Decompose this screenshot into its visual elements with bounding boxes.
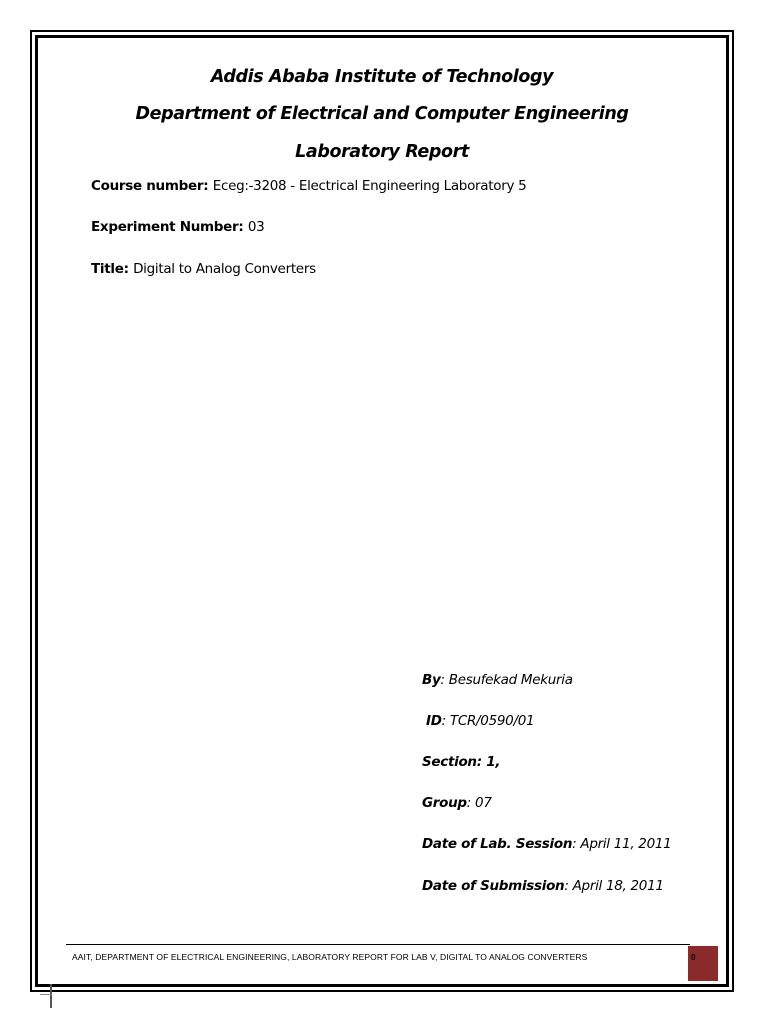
submission-sep: : [564,878,573,894]
session-value: April 11, 2011 [580,836,672,852]
title-label: Title [91,261,124,277]
experiment-number-sep: : [238,219,248,235]
footer-divider [66,944,690,945]
course-number-line [91,178,526,194]
title-value: Digital to Analog Converters [133,261,316,277]
session-sep: : [572,836,581,852]
title-sep: : [123,261,134,277]
by-value: Besufekad Mekuria [448,672,573,688]
by-sep: : [440,672,449,688]
author-group-line [422,795,492,811]
title-line [91,261,316,277]
author-submission-line [422,878,664,894]
report-type-heading: Laboratory Report [295,142,469,162]
department-heading: Department of Electrical and Computer Engineering [135,104,629,124]
page-number: 0 [691,953,696,962]
author-section-line [422,754,500,770]
group-label: Group [422,795,467,811]
group-value: 07 [475,795,492,811]
by-label: By [422,672,441,688]
institute-heading: Addis Ababa Institute of Technology [210,67,554,87]
author-id-line [426,713,534,729]
group-sep: : [466,795,476,811]
text-cursor-mark [50,984,52,1008]
id-value: TCR/0590/01 [449,713,535,729]
course-number-sep: : [203,178,213,194]
course-number-label: Course number [91,178,204,194]
author-session-line [422,836,671,852]
session-label: Date of Lab. Session [422,836,573,852]
id-label: ID [426,713,442,729]
experiment-number-line [91,219,264,235]
author-by-line [422,672,573,688]
experiment-number-label: Experiment Number [91,219,239,235]
submission-label: Date of Submission [422,878,565,894]
page-number-box [688,946,718,981]
footer-text: AAIT, DEPARTMENT OF ELECTRICAL ENGINEERING, LABORATORY REPORT FOR LAB V, DIGITAL TO ANALOG CONVERTERS [72,952,588,962]
text-cursor-tick [40,994,52,995]
submission-value: April 18, 2011 [572,878,664,894]
section-text: Section: 1, [422,754,501,770]
course-number-value: Eceg:-3208 - Electrical Engineering Laboratory 5 [212,178,527,194]
experiment-number-value: 03 [247,219,265,235]
id-sep: : [441,713,450,729]
